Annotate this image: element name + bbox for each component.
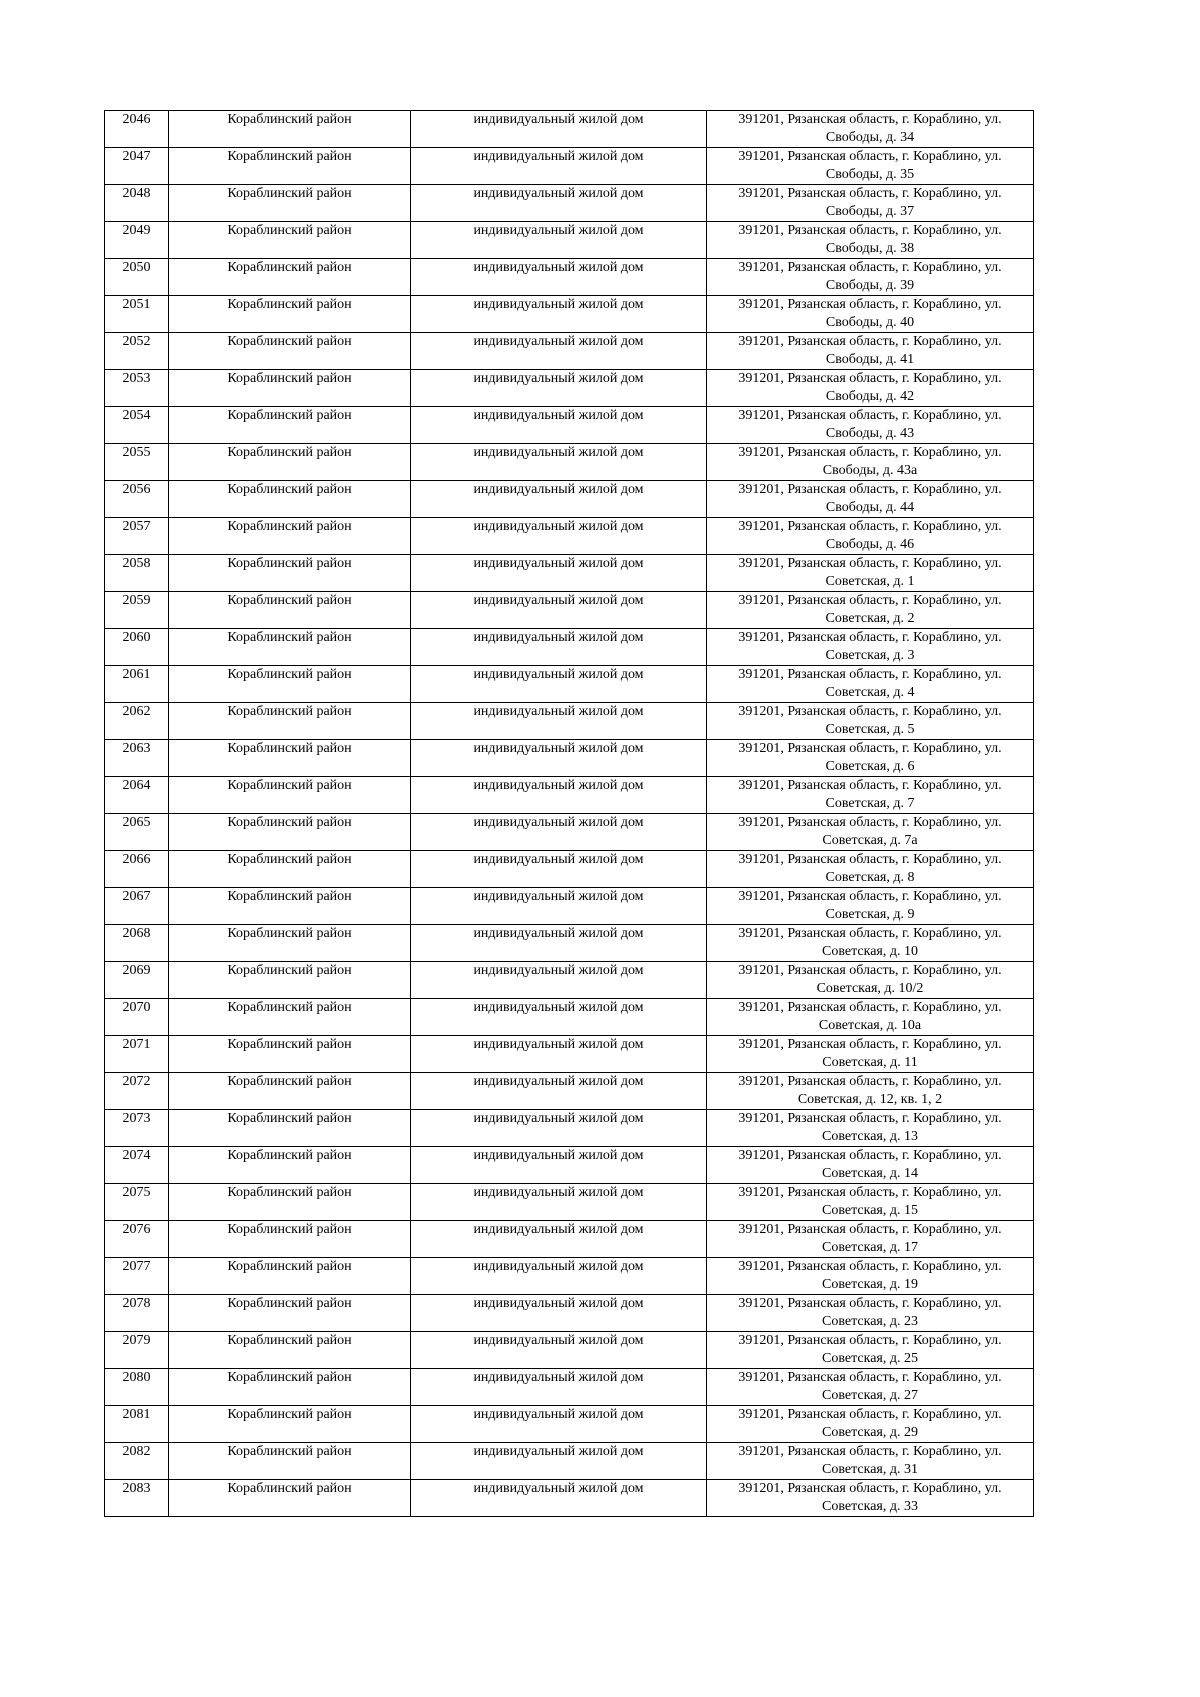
table-row xyxy=(105,740,1034,777)
address-cell: 391201, Рязанская область, г. Кораблино, ул. Свободы, д. 37 xyxy=(707,185,1034,222)
district-cell: Кораблинский район xyxy=(169,666,411,703)
building-type-cell: индивидуальный жилой дом xyxy=(411,999,707,1036)
building-type-cell: индивидуальный жилой дом xyxy=(411,259,707,296)
district-cell: Кораблинский район xyxy=(169,925,411,962)
building-type-cell: индивидуальный жилой дом xyxy=(411,814,707,851)
row-number-cell: 2053 xyxy=(105,370,169,407)
district-cell: Кораблинский район xyxy=(169,1369,411,1406)
row-number-cell: 2074 xyxy=(105,1147,169,1184)
district-cell: Кораблинский район xyxy=(169,999,411,1036)
table-row xyxy=(105,333,1034,370)
building-type-cell: индивидуальный жилой дом xyxy=(411,1258,707,1295)
district-cell: Кораблинский район xyxy=(169,407,411,444)
address-cell: 391201, Рязанская область, г. Кораблино, ул. Советская, д. 2 xyxy=(707,592,1034,629)
district-cell: Кораблинский район xyxy=(169,555,411,592)
building-type-cell: индивидуальный жилой дом xyxy=(411,1480,707,1517)
district-cell: Кораблинский район xyxy=(169,111,411,148)
table-row xyxy=(105,1332,1034,1369)
building-type-cell: индивидуальный жилой дом xyxy=(411,1073,707,1110)
row-number-cell: 2081 xyxy=(105,1406,169,1443)
district-cell: Кораблинский район xyxy=(169,222,411,259)
address-cell: 391201, Рязанская область, г. Кораблино, ул. Советская, д. 25 xyxy=(707,1332,1034,1369)
table-row xyxy=(105,296,1034,333)
district-cell: Кораблинский район xyxy=(169,333,411,370)
address-cell: 391201, Рязанская область, г. Кораблино, ул. Свободы, д. 46 xyxy=(707,518,1034,555)
table-row xyxy=(105,999,1034,1036)
building-type-cell: индивидуальный жилой дом xyxy=(411,148,707,185)
table-row xyxy=(105,666,1034,703)
address-cell: 391201, Рязанская область, г. Кораблино, ул. Советская, д. 17 xyxy=(707,1221,1034,1258)
table-row xyxy=(105,851,1034,888)
district-cell: Кораблинский район xyxy=(169,296,411,333)
housing-registry-table xyxy=(104,110,1034,1517)
row-number-cell: 2079 xyxy=(105,1332,169,1369)
building-type-cell: индивидуальный жилой дом xyxy=(411,111,707,148)
row-number-cell: 2080 xyxy=(105,1369,169,1406)
address-cell: 391201, Рязанская область, г. Кораблино, ул. Советская, д. 29 xyxy=(707,1406,1034,1443)
district-cell: Кораблинский район xyxy=(169,1258,411,1295)
table-row xyxy=(105,1406,1034,1443)
district-cell: Кораблинский район xyxy=(169,888,411,925)
district-cell: Кораблинский район xyxy=(169,851,411,888)
building-type-cell: индивидуальный жилой дом xyxy=(411,851,707,888)
row-number-cell: 2052 xyxy=(105,333,169,370)
district-cell: Кораблинский район xyxy=(169,481,411,518)
table-row xyxy=(105,1258,1034,1295)
district-cell: Кораблинский район xyxy=(169,592,411,629)
building-type-cell: индивидуальный жилой дом xyxy=(411,1110,707,1147)
district-cell: Кораблинский район xyxy=(169,629,411,666)
row-number-cell: 2047 xyxy=(105,148,169,185)
row-number-cell: 2068 xyxy=(105,925,169,962)
district-cell: Кораблинский район xyxy=(169,1221,411,1258)
table-row xyxy=(105,370,1034,407)
address-cell: 391201, Рязанская область, г. Кораблино, ул. Свободы, д. 35 xyxy=(707,148,1034,185)
building-type-cell: индивидуальный жилой дом xyxy=(411,1443,707,1480)
building-type-cell: индивидуальный жилой дом xyxy=(411,592,707,629)
address-cell: 391201, Рязанская область, г. Кораблино, ул. Советская, д. 5 xyxy=(707,703,1034,740)
table-row xyxy=(105,444,1034,481)
building-type-cell: индивидуальный жилой дом xyxy=(411,1295,707,1332)
district-cell: Кораблинский район xyxy=(169,1480,411,1517)
address-cell: 391201, Рязанская область, г. Кораблино, ул. Советская, д. 7а xyxy=(707,814,1034,851)
row-number-cell: 2048 xyxy=(105,185,169,222)
address-cell: 391201, Рязанская область, г. Кораблино, ул. Советская, д. 23 xyxy=(707,1295,1034,1332)
building-type-cell: индивидуальный жилой дом xyxy=(411,703,707,740)
building-type-cell: индивидуальный жилой дом xyxy=(411,185,707,222)
district-cell: Кораблинский район xyxy=(169,1443,411,1480)
address-cell: 391201, Рязанская область, г. Кораблино, ул. Советская, д. 31 xyxy=(707,1443,1034,1480)
address-cell: 391201, Рязанская область, г. Кораблино, ул. Советская, д. 8 xyxy=(707,851,1034,888)
row-number-cell: 2072 xyxy=(105,1073,169,1110)
table-row xyxy=(105,259,1034,296)
row-number-cell: 2051 xyxy=(105,296,169,333)
table-row xyxy=(105,1221,1034,1258)
table-row xyxy=(105,555,1034,592)
table-row xyxy=(105,111,1034,148)
building-type-cell: индивидуальный жилой дом xyxy=(411,888,707,925)
table-row xyxy=(105,962,1034,999)
building-type-cell: индивидуальный жилой дом xyxy=(411,1406,707,1443)
address-cell: 391201, Рязанская область, г. Кораблино, ул. Свободы, д. 41 xyxy=(707,333,1034,370)
row-number-cell: 2067 xyxy=(105,888,169,925)
address-cell: 391201, Рязанская область, г. Кораблино, ул. Советская, д. 27 xyxy=(707,1369,1034,1406)
district-cell: Кораблинский район xyxy=(169,1073,411,1110)
row-number-cell: 2059 xyxy=(105,592,169,629)
building-type-cell: индивидуальный жилой дом xyxy=(411,1184,707,1221)
building-type-cell: индивидуальный жилой дом xyxy=(411,1369,707,1406)
table-row xyxy=(105,1184,1034,1221)
table-row xyxy=(105,148,1034,185)
address-cell: 391201, Рязанская область, г. Кораблино, ул. Свободы, д. 44 xyxy=(707,481,1034,518)
address-cell: 391201, Рязанская область, г. Кораблино, ул. Свободы, д. 43 xyxy=(707,407,1034,444)
address-cell: 391201, Рязанская область, г. Кораблино, ул. Советская, д. 10а xyxy=(707,999,1034,1036)
table-row xyxy=(105,888,1034,925)
row-number-cell: 2061 xyxy=(105,666,169,703)
address-cell: 391201, Рязанская область, г. Кораблино, ул. Свободы, д. 38 xyxy=(707,222,1034,259)
row-number-cell: 2062 xyxy=(105,703,169,740)
building-type-cell: индивидуальный жилой дом xyxy=(411,1221,707,1258)
table-row xyxy=(105,1295,1034,1332)
row-number-cell: 2070 xyxy=(105,999,169,1036)
row-number-cell: 2049 xyxy=(105,222,169,259)
building-type-cell: индивидуальный жилой дом xyxy=(411,481,707,518)
address-cell: 391201, Рязанская область, г. Кораблино, ул. Советская, д. 15 xyxy=(707,1184,1034,1221)
building-type-cell: индивидуальный жилой дом xyxy=(411,740,707,777)
table-row xyxy=(105,185,1034,222)
district-cell: Кораблинский район xyxy=(169,185,411,222)
address-cell: 391201, Рязанская область, г. Кораблино, ул. Советская, д. 19 xyxy=(707,1258,1034,1295)
address-cell: 391201, Рязанская область, г. Кораблино, ул. Советская, д. 14 xyxy=(707,1147,1034,1184)
table-row xyxy=(105,407,1034,444)
table-row xyxy=(105,1110,1034,1147)
address-cell: 391201, Рязанская область, г. Кораблино, ул. Советская, д. 7 xyxy=(707,777,1034,814)
row-number-cell: 2057 xyxy=(105,518,169,555)
building-type-cell: индивидуальный жилой дом xyxy=(411,333,707,370)
address-cell: 391201, Рязанская область, г. Кораблино, ул. Советская, д. 10 xyxy=(707,925,1034,962)
table-row xyxy=(105,1480,1034,1517)
registry-table-body xyxy=(105,111,1034,1517)
table-row xyxy=(105,592,1034,629)
district-cell: Кораблинский район xyxy=(169,1332,411,1369)
table-row xyxy=(105,1073,1034,1110)
district-cell: Кораблинский район xyxy=(169,962,411,999)
table-row xyxy=(105,925,1034,962)
row-number-cell: 2066 xyxy=(105,851,169,888)
district-cell: Кораблинский район xyxy=(169,518,411,555)
row-number-cell: 2050 xyxy=(105,259,169,296)
address-cell: 391201, Рязанская область, г. Кораблино, ул. Советская, д. 1 xyxy=(707,555,1034,592)
address-cell: 391201, Рязанская область, г. Кораблино, ул. Советская, д. 10/2 xyxy=(707,962,1034,999)
table-row xyxy=(105,1036,1034,1073)
address-cell: 391201, Рязанская область, г. Кораблино, ул. Советская, д. 11 xyxy=(707,1036,1034,1073)
table-row xyxy=(105,703,1034,740)
row-number-cell: 2069 xyxy=(105,962,169,999)
row-number-cell: 2064 xyxy=(105,777,169,814)
address-cell: 391201, Рязанская область, г. Кораблино, ул. Советская, д. 33 xyxy=(707,1480,1034,1517)
row-number-cell: 2046 xyxy=(105,111,169,148)
building-type-cell: индивидуальный жилой дом xyxy=(411,296,707,333)
district-cell: Кораблинский район xyxy=(169,1110,411,1147)
row-number-cell: 2082 xyxy=(105,1443,169,1480)
row-number-cell: 2077 xyxy=(105,1258,169,1295)
building-type-cell: индивидуальный жилой дом xyxy=(411,370,707,407)
row-number-cell: 2054 xyxy=(105,407,169,444)
table-row xyxy=(105,1147,1034,1184)
district-cell: Кораблинский район xyxy=(169,370,411,407)
table-row xyxy=(105,1369,1034,1406)
building-type-cell: индивидуальный жилой дом xyxy=(411,777,707,814)
table-row xyxy=(105,814,1034,851)
district-cell: Кораблинский район xyxy=(169,259,411,296)
row-number-cell: 2065 xyxy=(105,814,169,851)
row-number-cell: 2078 xyxy=(105,1295,169,1332)
district-cell: Кораблинский район xyxy=(169,777,411,814)
district-cell: Кораблинский район xyxy=(169,1406,411,1443)
row-number-cell: 2083 xyxy=(105,1480,169,1517)
district-cell: Кораблинский район xyxy=(169,148,411,185)
district-cell: Кораблинский район xyxy=(169,1184,411,1221)
building-type-cell: индивидуальный жилой дом xyxy=(411,555,707,592)
building-type-cell: индивидуальный жилой дом xyxy=(411,1036,707,1073)
address-cell: 391201, Рязанская область, г. Кораблино, ул. Советская, д. 12, кв. 1, 2 xyxy=(707,1073,1034,1110)
building-type-cell: индивидуальный жилой дом xyxy=(411,518,707,555)
district-cell: Кораблинский район xyxy=(169,740,411,777)
table-row xyxy=(105,1443,1034,1480)
building-type-cell: индивидуальный жилой дом xyxy=(411,925,707,962)
row-number-cell: 2056 xyxy=(105,481,169,518)
building-type-cell: индивидуальный жилой дом xyxy=(411,629,707,666)
table-row xyxy=(105,518,1034,555)
district-cell: Кораблинский район xyxy=(169,1147,411,1184)
row-number-cell: 2073 xyxy=(105,1110,169,1147)
address-cell: 391201, Рязанская область, г. Кораблино, ул. Свободы, д. 40 xyxy=(707,296,1034,333)
building-type-cell: индивидуальный жилой дом xyxy=(411,444,707,481)
address-cell: 391201, Рязанская область, г. Кораблино, ул. Свободы, д. 39 xyxy=(707,259,1034,296)
address-cell: 391201, Рязанская область, г. Кораблино, ул. Советская, д. 13 xyxy=(707,1110,1034,1147)
row-number-cell: 2060 xyxy=(105,629,169,666)
address-cell: 391201, Рязанская область, г. Кораблино, ул. Советская, д. 6 xyxy=(707,740,1034,777)
building-type-cell: индивидуальный жилой дом xyxy=(411,1147,707,1184)
district-cell: Кораблинский район xyxy=(169,1036,411,1073)
address-cell: 391201, Рязанская область, г. Кораблино, ул. Свободы, д. 34 xyxy=(707,111,1034,148)
building-type-cell: индивидуальный жилой дом xyxy=(411,407,707,444)
address-cell: 391201, Рязанская область, г. Кораблино, ул. Свободы, д. 43а xyxy=(707,444,1034,481)
row-number-cell: 2071 xyxy=(105,1036,169,1073)
address-cell: 391201, Рязанская область, г. Кораблино, ул. Советская, д. 9 xyxy=(707,888,1034,925)
building-type-cell: индивидуальный жилой дом xyxy=(411,1332,707,1369)
address-cell: 391201, Рязанская область, г. Кораблино, ул. Советская, д. 3 xyxy=(707,629,1034,666)
district-cell: Кораблинский район xyxy=(169,444,411,481)
table-row xyxy=(105,629,1034,666)
address-cell: 391201, Рязанская область, г. Кораблино, ул. Советская, д. 4 xyxy=(707,666,1034,703)
row-number-cell: 2058 xyxy=(105,555,169,592)
row-number-cell: 2076 xyxy=(105,1221,169,1258)
table-row xyxy=(105,777,1034,814)
district-cell: Кораблинский район xyxy=(169,814,411,851)
address-cell: 391201, Рязанская область, г. Кораблино, ул. Свободы, д. 42 xyxy=(707,370,1034,407)
building-type-cell: индивидуальный жилой дом xyxy=(411,222,707,259)
row-number-cell: 2055 xyxy=(105,444,169,481)
table-row xyxy=(105,481,1034,518)
district-cell: Кораблинский район xyxy=(169,1295,411,1332)
row-number-cell: 2075 xyxy=(105,1184,169,1221)
building-type-cell: индивидуальный жилой дом xyxy=(411,666,707,703)
district-cell: Кораблинский район xyxy=(169,703,411,740)
building-type-cell: индивидуальный жилой дом xyxy=(411,962,707,999)
table-row xyxy=(105,222,1034,259)
row-number-cell: 2063 xyxy=(105,740,169,777)
